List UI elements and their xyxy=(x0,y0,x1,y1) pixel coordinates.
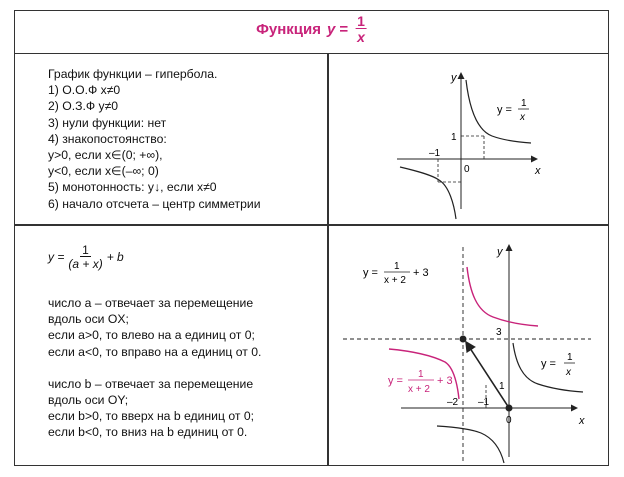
title-eq: = xyxy=(339,20,349,38)
axis-y-label: y xyxy=(497,246,503,258)
axis-x-label: x xyxy=(535,165,541,177)
tick-m2: –2 xyxy=(447,397,459,408)
axis-y-label: y xyxy=(451,72,457,84)
top-label-den: x + 2 xyxy=(384,275,406,286)
formula-plus-b: + b xyxy=(106,250,124,264)
formula-fraction xyxy=(68,244,102,270)
axis-x-label: x xyxy=(579,415,585,427)
formula-denominator: (a + x) xyxy=(68,257,103,271)
curve-label-den: x xyxy=(520,112,525,123)
property-line: 2) О.З.Ф y≠0 xyxy=(48,99,119,114)
property-line: y<0, если x∈(–∞; 0) xyxy=(48,164,159,179)
title-text: Функция xyxy=(256,20,322,38)
note-spacer xyxy=(48,360,261,376)
property-line: 3) нули функции: нет xyxy=(48,115,167,130)
note-line: число b – отвечает за перемещение xyxy=(48,376,254,391)
formula-numerator: 1 xyxy=(82,243,89,257)
table-header xyxy=(15,11,608,54)
tick-1: 1 xyxy=(499,381,505,392)
note-line: число a – отвечает за перемещение xyxy=(48,296,254,310)
top-label-num: 1 xyxy=(394,261,400,272)
note-line: если b<0, то вниз на b единиц от 0. xyxy=(48,425,248,440)
page-title xyxy=(256,14,367,44)
black-label-den: x xyxy=(566,367,571,378)
title-denominator: x xyxy=(357,29,365,45)
general-formula xyxy=(48,244,124,270)
hyperbola-branch-negative xyxy=(400,167,456,219)
shift-notes xyxy=(48,295,261,441)
black-label-num: 1 xyxy=(567,352,573,363)
pink-branch-positive xyxy=(467,267,538,326)
title-numerator: 1 xyxy=(357,13,365,29)
formula-lhs: y = xyxy=(48,250,65,264)
top-label-plus: + 3 xyxy=(413,267,429,279)
property-line: 1) О.О.Ф x≠0 xyxy=(48,83,121,98)
properties-list xyxy=(48,66,261,212)
tick-3: 3 xyxy=(496,327,502,338)
point-center xyxy=(460,336,467,343)
property-line: y>0, если x∈(0; +∞), xyxy=(48,148,163,163)
tick-m1: –1 xyxy=(478,397,490,408)
note-line: вдоль оси OY; xyxy=(48,393,129,408)
graph-shifted-hyperbola xyxy=(333,229,613,469)
note-line: вдоль оси OX; xyxy=(48,312,129,327)
title-y: y xyxy=(327,20,336,38)
tick-1: 1 xyxy=(451,132,457,143)
note-line: если b>0, то вверх на b единиц от 0; xyxy=(48,409,254,424)
top-label-y: y = xyxy=(363,267,378,279)
function-table xyxy=(14,10,609,466)
tick-m1: –1 xyxy=(429,148,441,159)
note-line: если a>0, то влево на a единиц от 0; xyxy=(48,328,255,343)
pink-label-num: 1 xyxy=(418,369,424,380)
curve-label-y: y = xyxy=(497,104,512,116)
title-fraction xyxy=(355,14,367,44)
origin-label: 0 xyxy=(506,415,512,426)
note-line: если a<0, то вправо на a единиц от 0. xyxy=(48,344,262,359)
property-line: График функции – гипербола. xyxy=(48,67,218,81)
curve-label-num: 1 xyxy=(521,98,527,109)
point-origin xyxy=(506,405,513,412)
column-divider xyxy=(327,54,329,465)
pink-label-plus: + 3 xyxy=(437,375,453,387)
black-label-y: y = xyxy=(541,358,556,370)
property-line: 6) начало отсчета – центр симметрии xyxy=(48,196,261,211)
graph-hyperbola xyxy=(387,59,587,229)
property-line: 4) знакопостоянство: xyxy=(48,131,167,146)
origin-label: 0 xyxy=(464,164,470,175)
property-line: 5) монотонность: y↓, если x≠0 xyxy=(48,180,217,195)
black-branch-negative xyxy=(437,426,504,463)
pink-label-den: x + 2 xyxy=(408,384,430,395)
pink-label-y: y = xyxy=(388,375,403,387)
